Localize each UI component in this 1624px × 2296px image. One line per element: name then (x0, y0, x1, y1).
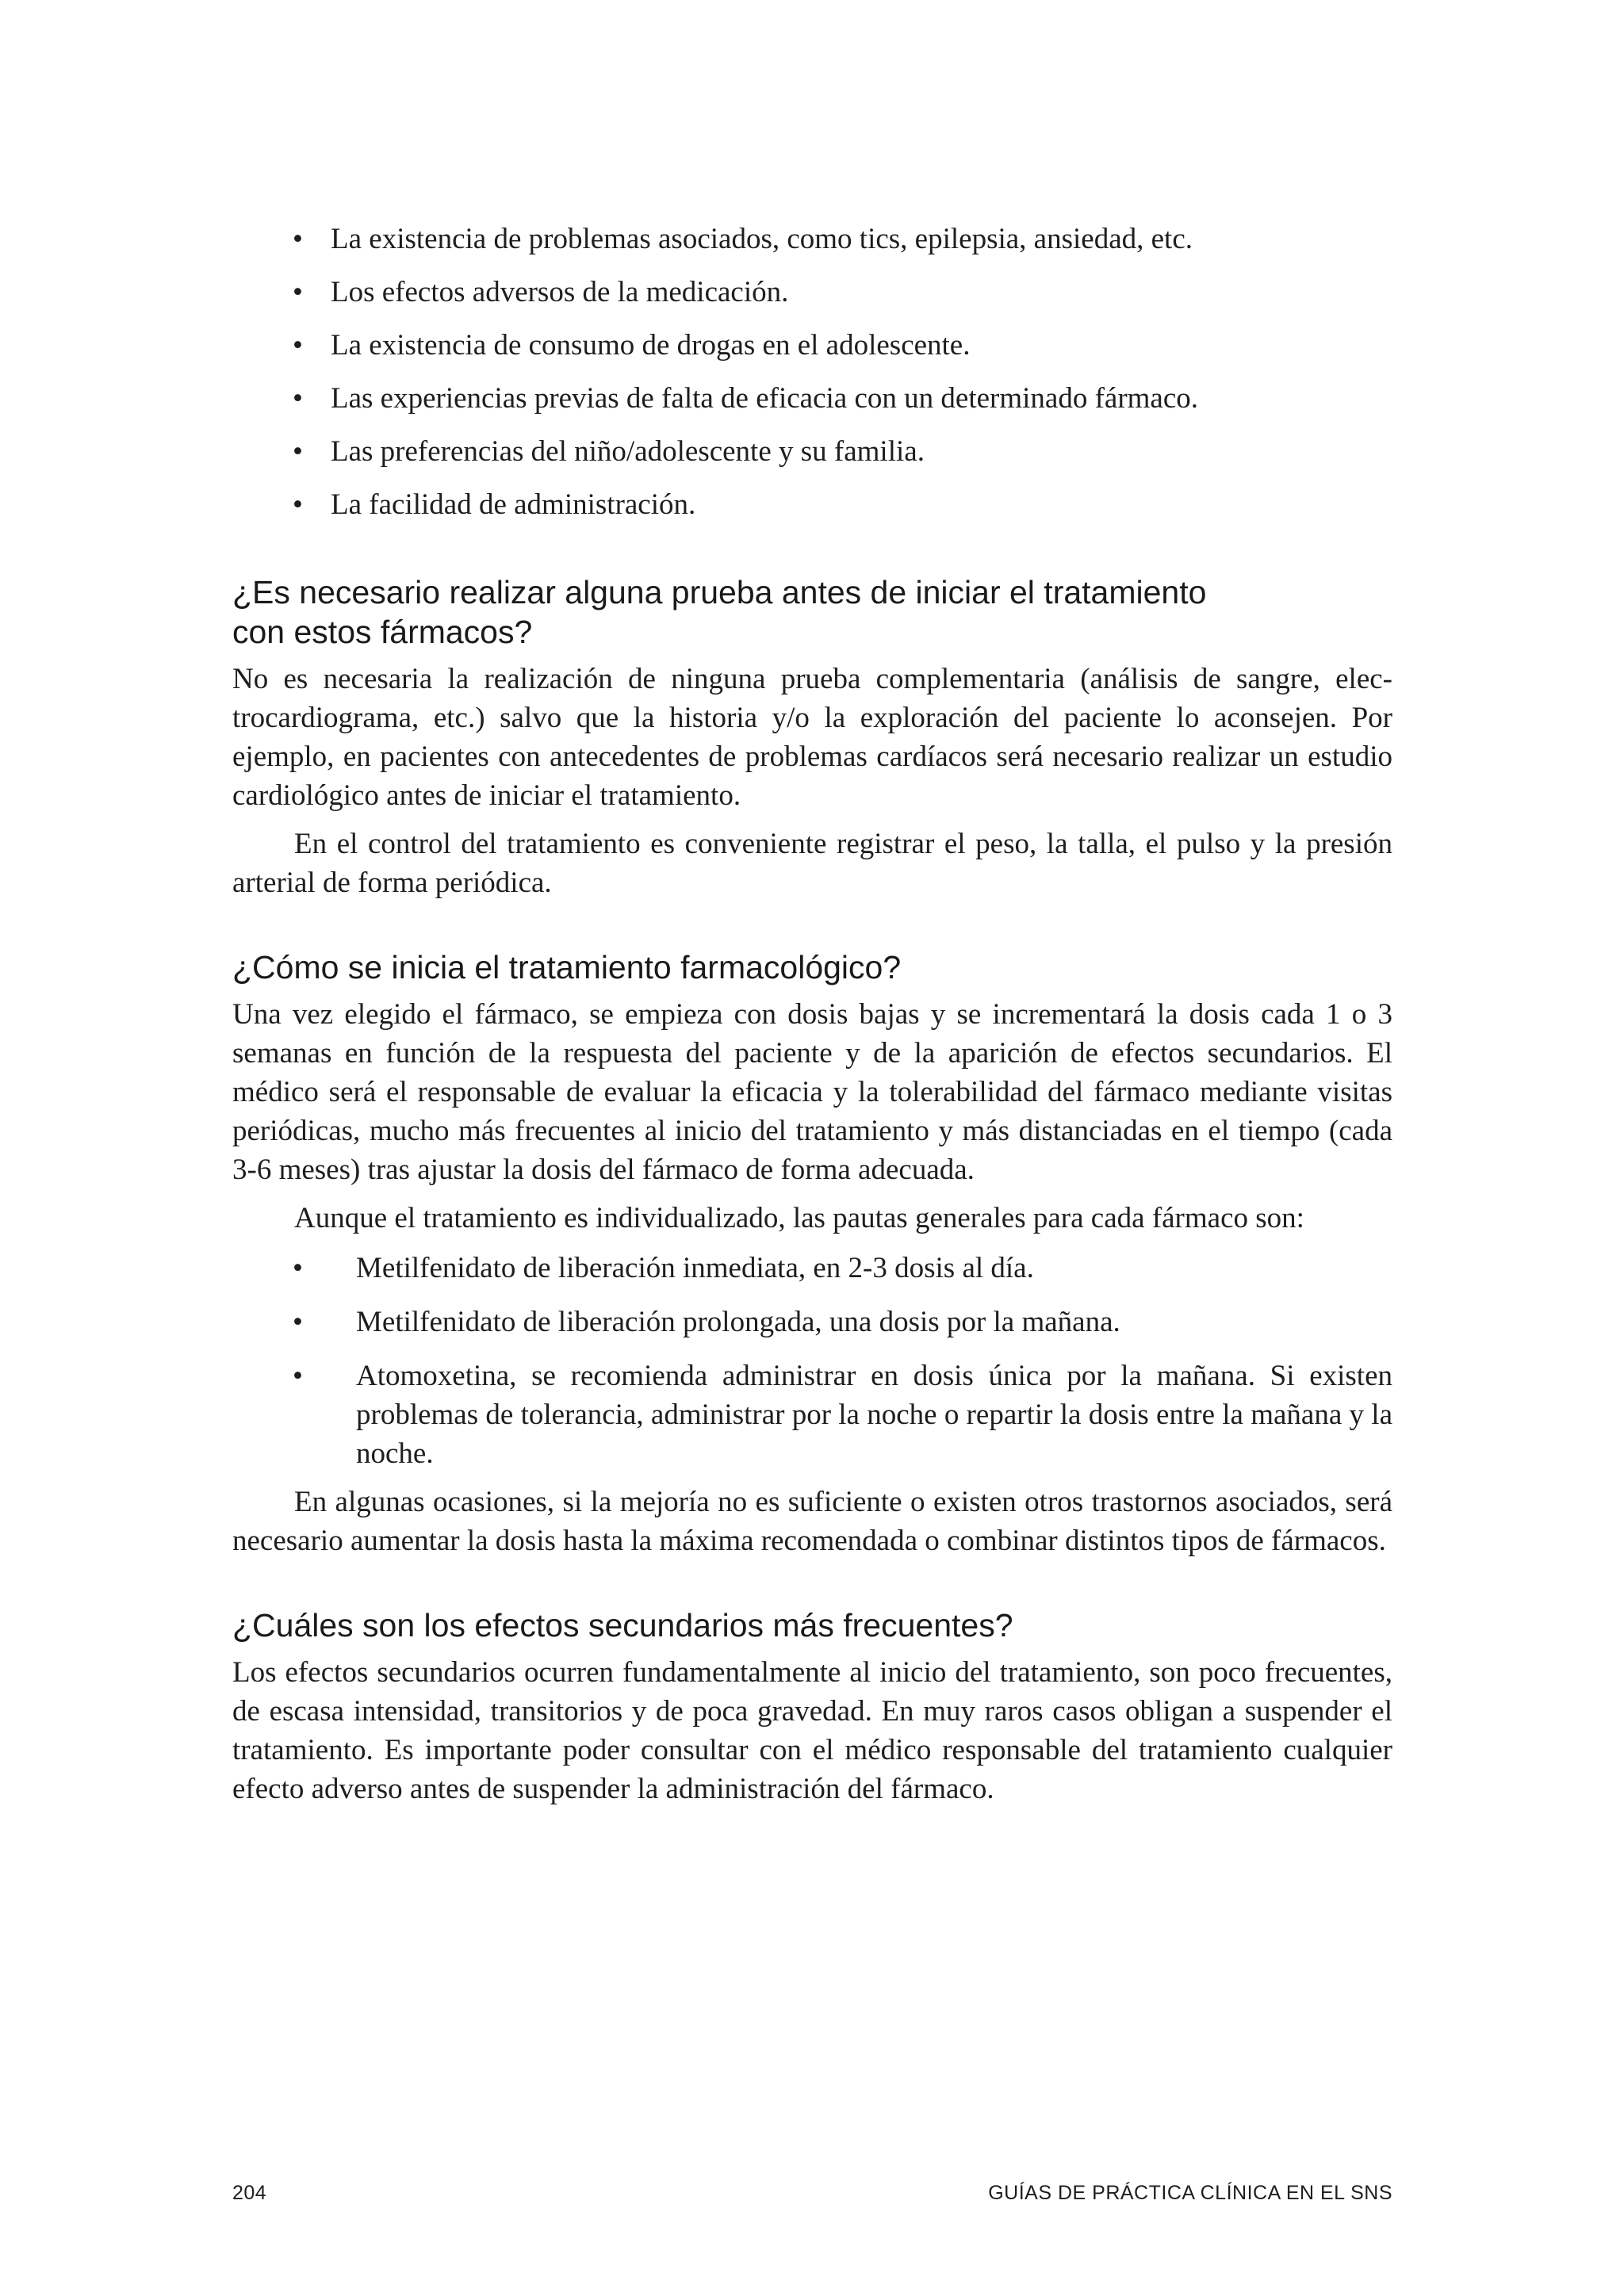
paragraph: En el control del tratamiento es conveniente registrar el peso, la talla, el pulso y la presión arterial de forma periódica. (232, 828, 1392, 899)
bullet-icon: • (293, 1306, 303, 1338)
bullet-icon: • (293, 329, 303, 362)
bullet-icon: • (293, 435, 303, 468)
paragraph: En algunas ocasiones, si la mejoría no es suficiente o existen otros trastornos asociados, será necesario aumentar la dosis hasta la máxima recomendada o combinar distintos tipos de fármacos. (232, 1486, 1392, 1557)
section-side-effects (232, 1605, 1392, 1808)
list-item-text: Metilfenidato de liberación prolongada, una dosis por la mañana. (356, 1306, 1120, 1338)
list-item-text: Atomoxetina, se recomienda administrar en dosis única por la mañana. Si existen problemas de tolerancia, administrar por la noche o repartir la dosis entre la mañana y la noche. (356, 1360, 1392, 1470)
section-heading: ¿Cuáles son los efectos secundarios más frecuentes? (232, 1607, 1013, 1644)
section-heading-line: ¿Es necesario realizar alguna prueba antes de iniciar el tratamiento (232, 574, 1207, 610)
list-item (232, 485, 1392, 524)
paragraph: Aunque el tratamiento es individualizado, las pautas generales para cada fármaco son: (294, 1202, 1304, 1234)
section-tests-before-treatment (232, 572, 1392, 902)
section-starting-treatment (232, 947, 1392, 1560)
page-body (232, 220, 1392, 1808)
paragraph: Una vez elegido el fármaco, se empieza con dosis bajas y se incrementará la dosis cada 1 o 3 semanas en función de la respuesta del paciente y de la aparición de efectos secundarios. El médico será el responsable de evaluar la eficacia y la tolerabilidad del fármaco mediante visitas periódicas, mucho más frecuentes al inicio del tratamiento y más distanciadas en el tiempo (cada 3-6 meses) tras ajustar la dosis del fármaco de forma adecuada. (232, 998, 1392, 1186)
list-item (232, 379, 1392, 418)
list-item-text: Los efectos adversos de la medicación. (331, 276, 789, 308)
bullet-icon: • (293, 1360, 303, 1392)
list-item (232, 1303, 1392, 1341)
section-heading: ¿Cómo se inicia el tratamiento farmacológico? (232, 949, 902, 985)
section-heading-line: con estos fármacos? (232, 614, 533, 650)
list-item-text: La facilidad de administración. (331, 488, 696, 521)
list-item (232, 1357, 1392, 1473)
list-item-text: La existencia de consumo de drogas en el adolescente. (331, 329, 971, 362)
bullet-icon: • (293, 276, 303, 308)
list-item (232, 1249, 1392, 1288)
bullet-icon: • (293, 382, 303, 415)
list-item-text: Las preferencias del niño/adolescente y su familia. (331, 435, 925, 468)
bullet-icon: • (293, 1252, 303, 1284)
dosage-bullet-list (232, 1249, 1392, 1473)
list-item-text: La existencia de problemas asociados, como tics, epilepsia, ansiedad, etc. (331, 223, 1193, 255)
paragraph: Los efectos secundarios ocurren fundamentalmente al inicio del tratamiento, son poco frecuentes, de escasa intensidad, transitorios y de poca gravedad. En muy raros casos obligan a suspender el tratamiento. Es importante poder consultar con el médico responsable del tratamiento cualquier efecto adverso antes de suspender la administración del fármaco. (232, 1656, 1392, 1805)
bullet-icon: • (293, 223, 303, 255)
list-item-text: Las experiencias previas de falta de eficacia con un determinado fármaco. (331, 382, 1199, 415)
list-item (232, 273, 1392, 312)
list-item (232, 220, 1392, 258)
bullet-icon: • (293, 488, 303, 521)
list-item-text: Metilfenidato de liberación inmediata, en 2-3 dosis al día. (356, 1252, 1034, 1284)
page-number: 204 (232, 2182, 267, 2204)
list-item (232, 432, 1392, 471)
paragraph: No es necesaria la realización de ninguna prueba complementaria (análisis de sangre, electrocardiograma, etc.) salvo que la historia y/o la exploración del paciente lo aconsejen. Por ejemplo, en pacientes con antecedentes de problemas cardíacos será necesario realizar un estudio cardiológico antes de iniciar el tratamiento. (232, 663, 1392, 812)
section-heading (232, 572, 1392, 652)
list-item (232, 326, 1392, 365)
intro-bullet-list (232, 220, 1392, 524)
running-title: GUÍAS DE PRÁCTICA CLÍNICA EN EL SNS (988, 2182, 1392, 2204)
